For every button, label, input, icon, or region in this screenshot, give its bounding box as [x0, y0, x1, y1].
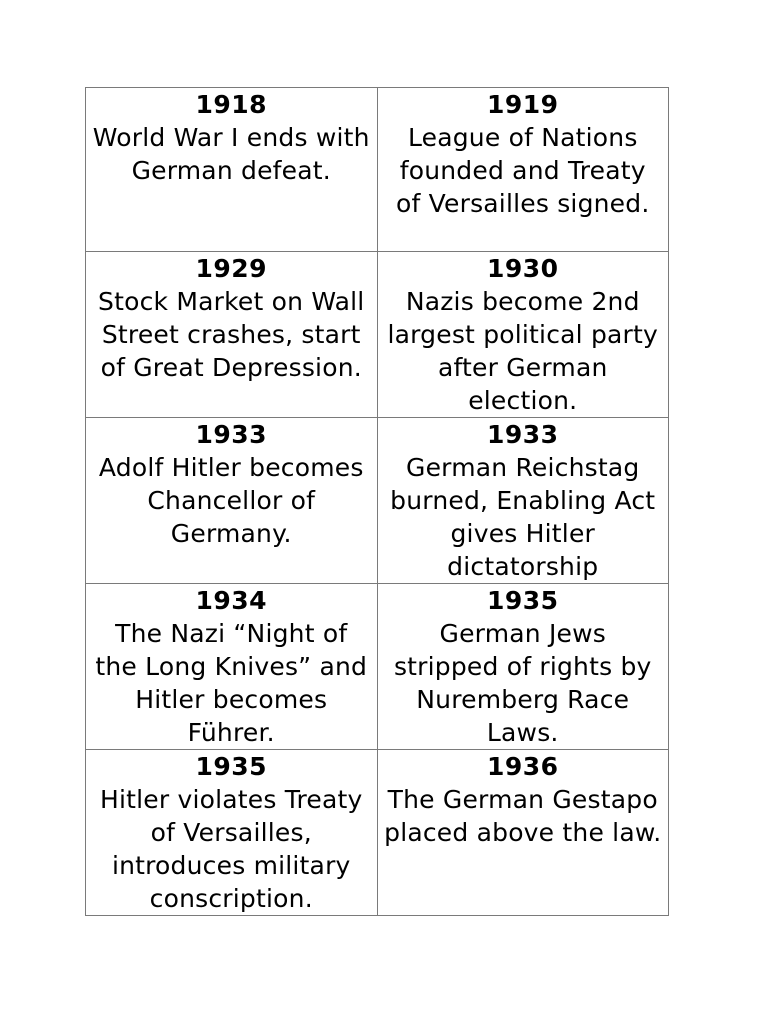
event-description: Stock Market on Wall Street crashes, start of Great Depression.	[98, 287, 365, 382]
timeline-row	[86, 584, 669, 750]
timeline-row	[86, 252, 669, 418]
timeline-row	[86, 750, 669, 916]
event-description: The Nazi “Night of the Long Knives” and Hitler becomes Führer.	[95, 619, 368, 747]
event-year: 1935	[195, 752, 268, 781]
timeline-card	[86, 750, 378, 916]
event-description: League of Nations founded and Treaty of Versailles signed.	[396, 123, 650, 218]
timeline-body	[86, 88, 669, 916]
timeline-card	[377, 584, 669, 750]
timeline-card	[86, 584, 378, 750]
timeline-card	[86, 88, 378, 252]
event-year: 1929	[195, 254, 268, 283]
event-year: 1934	[195, 586, 268, 615]
event-year: 1933	[195, 420, 268, 449]
timeline-table	[85, 87, 669, 916]
timeline-card	[86, 252, 378, 418]
event-year: 1935	[486, 586, 559, 615]
event-description: German Reichstag burned, Enabling Act gives Hitler dictatorship	[390, 453, 656, 581]
timeline-card	[377, 418, 669, 584]
event-year: 1930	[486, 254, 559, 283]
timeline-row	[86, 418, 669, 584]
event-description: The German Gestapo placed above the law.	[384, 785, 662, 847]
event-description: German Jews stripped of rights by Nuremberg Race Laws.	[393, 619, 652, 747]
event-year: 1936	[486, 752, 559, 781]
event-description: Hitler violates Treaty of Versailles, introduces military conscription.	[99, 785, 363, 913]
timeline-card	[377, 88, 669, 252]
timeline-card	[377, 750, 669, 916]
timeline-row	[86, 88, 669, 252]
event-year: 1933	[486, 420, 559, 449]
event-year: 1918	[195, 90, 268, 119]
timeline-card	[86, 418, 378, 584]
timeline-card	[377, 252, 669, 418]
event-year: 1919	[486, 90, 559, 119]
event-description: Adolf Hitler becomes Chancellor of Germany.	[98, 453, 364, 548]
event-description: Nazis become 2nd largest political party after German election.	[387, 287, 659, 415]
event-description: World War I ends with German defeat.	[92, 123, 370, 185]
